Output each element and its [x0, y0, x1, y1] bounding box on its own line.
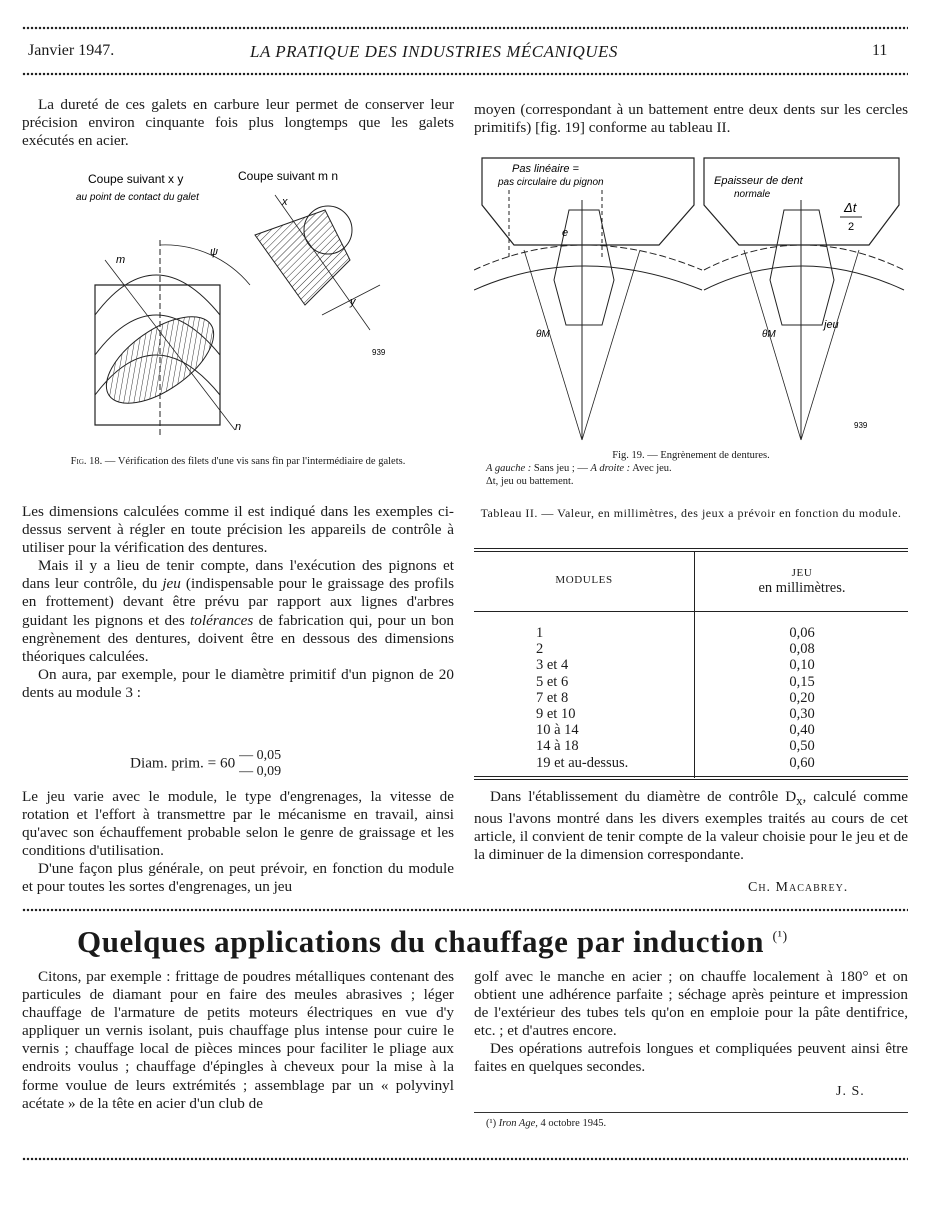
table-cell-module: 19 et au-dessus. [536, 754, 629, 771]
caption-text: Sans jeu ; — [531, 463, 591, 474]
paragraph: moyen (correspondant à un battement entre deux dents sur les cercles primitifs) [fig. 19] conforme au tableau II. [474, 101, 908, 137]
table-cell-jeu: 0,06 [789, 625, 815, 641]
table-cell-jeu: 0,40 [789, 722, 815, 739]
table-top-rule [474, 548, 908, 549]
table-cell-module: 5 et 6 [536, 673, 569, 690]
table-cell-jeu: 0,30 [789, 706, 815, 722]
title-text: Quelques applications du chauffage par induction [77, 924, 765, 959]
left-main-text [22, 503, 454, 702]
table-cell-jeu: 0,60 [789, 754, 815, 771]
letter-psi: ψ [210, 246, 219, 258]
emphasis: jeu [162, 575, 181, 593]
top-dotted-rule [22, 26, 908, 30]
text-run: Mais il y a lieu de tenir compte, dans l'exécution des pignons et dans leur contrôle, du [22, 557, 454, 593]
text-run: de fabrication qui, pour un bon engrènement des dentures, doivent être en dessous des dimensions théoriques calculées. [22, 611, 455, 665]
fig18-label-mn: Coupe suivant m n [238, 169, 339, 183]
table-cell-module: 7 et 8 [536, 689, 569, 706]
letter-m: m [116, 254, 126, 266]
caption-line-1: Fig. 19. — Engrènement de dentures. [612, 450, 770, 461]
table-header-jeu: JEU [791, 567, 813, 579]
formula-diam-prim [130, 748, 281, 780]
root-circle-right [704, 266, 904, 290]
label-theta-left: θM [536, 329, 550, 340]
article2-right-text [474, 968, 908, 1077]
label-ep: Epaisseur de dent [714, 175, 803, 187]
header-dotted-rule [22, 72, 908, 76]
table-cell-module: 10 à 14 [536, 722, 579, 739]
journal-title: LA PRATIQUE DES INDUSTRIES MÉCANIQUES [250, 42, 618, 61]
figure-18-caption [22, 455, 454, 468]
letter-y: y [350, 296, 356, 308]
article2-left-text [22, 968, 454, 1113]
fig18-label-xy-sub: au point de contact du galet [76, 192, 199, 203]
label-theta-right: θM [762, 329, 776, 340]
caption-text: — Vérification des filets d'une vis sans fin par l'intermédiaire de galets. [102, 456, 406, 467]
flank-line-right-a [744, 250, 801, 440]
fig19-number: 939 [854, 421, 868, 430]
caption-lead: Fig. 18. [70, 456, 103, 467]
article-title [77, 924, 788, 960]
paragraph [22, 557, 454, 666]
footnote-date: 4 octobre 1945. [537, 1118, 607, 1129]
table-cell-module: 14 à 18 [536, 738, 579, 755]
paragraph: La dureté de ces galets en carbure leur permet de conserver leur précision environ cinquante fois plus longtemps que les galets exécutés en acier. [22, 96, 454, 150]
table-cell-module: 1 [536, 625, 544, 641]
paragraph: D'une façon plus générale, on peut prévoir, en fonction du module et pour toutes les sortes d'engrenages, un jeu [22, 860, 454, 896]
caption-line-3: Δt, jeu ou battement. [486, 476, 574, 487]
caption-text: Avec jeu. [630, 463, 672, 474]
table-header-rule [474, 611, 908, 612]
bottom-dotted-rule [22, 1157, 908, 1161]
page-number: 11 [872, 42, 888, 59]
table-cell-jeu: 0,15 [789, 673, 815, 690]
footnote-mark: (¹) [486, 1118, 497, 1129]
flank-line-left-b [582, 250, 640, 440]
table-header-modules: MODULES [555, 574, 613, 586]
section-mn-hatched [255, 210, 350, 305]
table-cell-jeu: 0,20 [789, 689, 815, 706]
left-end-text [22, 788, 454, 897]
table-cell-module: 3 et 4 [536, 657, 569, 674]
paragraph [474, 788, 908, 864]
text-run: (indispensable pour le graissage des profils en frottement) devant être prévu par rapport aux lignes d'arbres guidant les pignons et des [22, 575, 455, 629]
section-dotted-rule [22, 908, 908, 912]
figure-18-worm-gauge [60, 165, 440, 450]
table-cell-jeu: 0,50 [789, 738, 815, 755]
paragraph: Le jeu varie avec le module, le type d'engrenages, la vitesse de rotation et l'effort à transmettre par le mécanisme en travail, ainsi qu'avec son échauffement probable selon le genre de graissage et les conditions d'utilisation. [22, 788, 454, 860]
author-signature: Ch. Macabrey. [748, 880, 849, 895]
right-end-text [474, 788, 908, 864]
label-jeu: jeu [824, 319, 839, 331]
flank-line-left-a [524, 250, 582, 440]
footnote [486, 1118, 606, 1129]
tol-upper: — 0,05 [239, 748, 282, 763]
paragraph: On aura, par exemple, pour le diamètre primitif d'un pignon de 20 dents au module 3 : [22, 665, 454, 701]
flank-line-right-b [801, 250, 859, 440]
label-e: e [562, 227, 569, 239]
label-pas: Pas linéaire = [512, 163, 579, 175]
caption-line-2 [474, 462, 908, 475]
formula-tolerances [239, 748, 281, 780]
subscript: x [796, 794, 803, 809]
table-cell-jeu: 0,08 [789, 641, 815, 658]
table-ii-title: Tableau II. — Valeur, en millimètres, des jeux a prévoir en fonction du module. [480, 506, 902, 520]
tol-lower: — 0,09 [239, 764, 282, 779]
table-header-unit: en millimètres. [758, 580, 846, 596]
label-two: 2 [848, 221, 855, 233]
label-delta: Δt [844, 200, 857, 215]
title-note: (¹) [772, 929, 788, 945]
fig18-number: 939 [372, 348, 386, 357]
figure-19-gear-mesh [474, 150, 908, 445]
paragraph: golf avec le manche en acier ; on chauffe localement à 180° et on obtient une adhérence parfaite ; séchage après peinture et impression de l'extérieur des tubes tels qu'on en emploie pour la pâte dentifrice, etc. ; et d'autres encore. [474, 968, 908, 1040]
table-cell-module: 2 [536, 641, 544, 658]
table-cell-jeu: 0,10 [789, 657, 815, 674]
paragraph: Les dimensions calculées comme il est indiqué dans les exemples ci-dessus servent à régler en toute précision les appareils de contrôle à utiliser pour la vérification des dentures. [22, 503, 454, 557]
angle-arc [160, 245, 250, 285]
table-bottom-rule [474, 776, 908, 777]
root-circle-left [474, 266, 702, 290]
table-cell-module: 9 et 10 [536, 706, 576, 722]
figure-19-caption [474, 449, 908, 488]
right-intro [474, 101, 908, 137]
table-bottom-rule-2 [474, 779, 908, 780]
label-pas2: pas circulaire du pignon [498, 177, 604, 188]
paragraph: Citons, par exemple : frittage de poudres métalliques contenant des particules de diamant pour en faire des meules abrasives ; léger chauffage de l'armature de petits moteurs électriques en vue d'y appliquer un vernis isolant, puis chauffage plus intense pour cuire le vernis ; chauffage local de pièces minces pour faciliter le pliage aux endroits voulus ; chauffage d'épingles à cheveux pour la mise à la forme voulue de leurs extrémités ; assemblage par un « polyvinyl acétate » de la tête en acier d'un club de [22, 968, 454, 1112]
letter-x: x [282, 196, 288, 208]
fig18-label-xy: Coupe suivant x y [88, 172, 184, 186]
footnote-source: Iron Age, [498, 1118, 538, 1129]
left-intro [22, 96, 454, 150]
paragraph: Des opérations autrefois longues et compliquées peuvent ainsi être faites en quelques secondes. [474, 1040, 908, 1076]
table-top-rule-2 [474, 551, 908, 552]
text-run: , calculé comme nous l'avons montré dans les divers exemples traités au cours de cet article, il convient de tenir compte de la valeur choisie pour le jeu et de la diminuer de la dimension correspondante. [474, 788, 908, 864]
emphasis: tolérances [190, 611, 254, 629]
article2-signature: J. S. [836, 1084, 865, 1099]
letter-n: n [235, 421, 242, 433]
label-ep2: normale [734, 189, 771, 200]
issue-date: Janvier 1947. [28, 42, 115, 59]
formula-lhs: Diam. prim. = 60 [130, 754, 236, 772]
text-run: Dans l'établissement du diamètre de contrôle D [490, 788, 797, 805]
footnote-rule [474, 1112, 908, 1113]
caption-italic: A droite : [590, 463, 631, 474]
caption-italic: A gauche : [486, 463, 532, 474]
